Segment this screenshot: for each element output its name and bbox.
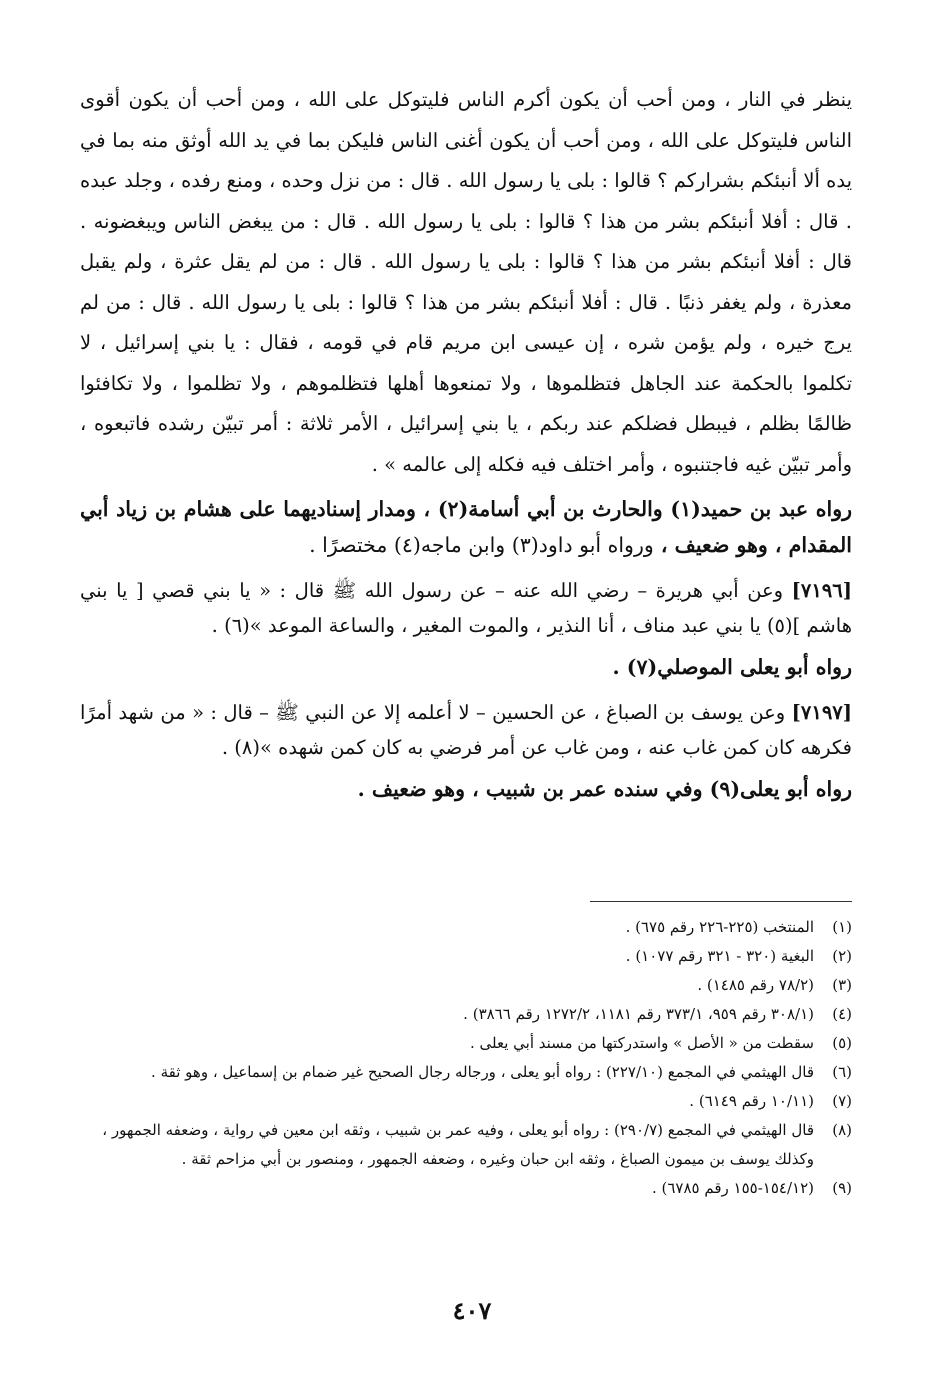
source-note-3: رواه أبو يعلى(٩) وفي سنده عمر بن شبيب ، وهو ضعيف . xyxy=(357,777,852,801)
footnote-text: قال الهيثمي في المجمع (٢٢٧/١٠) : رواه أبو يعلى ، ورجاله رجال الصحيح غير ضمام بن إسماعيل ، وهو ثقة . xyxy=(151,1063,814,1081)
footnote-text: المنتخب (٢٢٥-٢٢٦ رقم ٦٧٥) . xyxy=(625,918,814,936)
footnote-text: البغية (٣٢٠ - ٣٢١ رقم ١٠٧٧) . xyxy=(625,947,814,965)
footnote-text: (٣٠٨/١ رقم ٩٥٩، ٣٧٣/١ رقم ١١٨١، ١٢٧٢/٢ رقم ٣٨٦٦) . xyxy=(463,1005,814,1023)
footnote-number: (٣) xyxy=(832,976,852,994)
footnote-text: (١٠/١١ رقم ٦١٤٩) . xyxy=(689,1092,814,1110)
footnote-number: (٩) xyxy=(832,1179,852,1197)
footnote xyxy=(80,1116,852,1174)
footnote xyxy=(80,942,852,971)
source-note-1-bold: رواه عبد بن حميد(١) والحارث بن أبي أسامة(٢) ، ومدار إسناديهما على هشام بن زياد أبي المقدام ، وهو ضعيف ، xyxy=(80,497,852,557)
hadith-7197 xyxy=(80,695,852,765)
hadith-number: [٧١٩٦] xyxy=(791,579,852,602)
footnote-text: (٧٨/٢ رقم ١٤٨٥) . xyxy=(697,976,814,994)
footnote xyxy=(80,1000,852,1029)
footnote-text: (١٥٤/١٢-١٥٥ رقم ٦٧٨٥) . xyxy=(651,1179,814,1197)
hadith-text: وعن يوسف بن الصباغ ، عن الحسين – لا أعلمه إلا عن النبي ﷺ – قال : « من شهد أمرًا فكرهه كان كمن غاب عنه ، ومن غاب عن أمر فرضي به كان كمن شهده »(٨) . xyxy=(80,701,852,759)
main-text xyxy=(80,80,852,807)
footnote xyxy=(80,913,852,942)
footnote-number: (٨) xyxy=(832,1121,852,1139)
footnote xyxy=(80,1087,852,1116)
footnote xyxy=(80,1174,852,1203)
page-number: ٤٠٧ xyxy=(452,1296,492,1325)
hadith-continuation: ينظر في النار ، ومن أحب أن يكون أكرم الناس فليتوكل على الله ، ومن أحب أن يكون أقوى الناس فليتوكل على الله ، ومن أحب أن يكون أغنى الناس فليكن بما في يد الله أوثق منه بما في يده ألا أنبئكم بشراركم ؟ قالوا : بلى يا رسول الله . قال : من نزل وحده ، ومنع رفده ، وجلد عبده . قال : أفلا أنبئكم بشر من هذا ؟ قالوا : بلى يا رسول الله . قال : من يبغض الناس ويبغضونه . قال : أفلا أنبئكم بشر من هذا ؟ قالوا : بلى يا رسول الله . قال : من لم يقل عثرة ، ولم يقبل معذرة ، ولم يغفر ذنبًا . قال : أفلا أنبئكم بشر من هذا ؟ قالوا : بلى يا رسول الله . قال : من لم يرج خيره ، ولم يؤمن شره ، إن عيسى ابن مريم قام في قومه ، فقال : يا بني إسرائيل ، لا تكلموا بالحكمة عند الجاهل فتظلموها ، ولا تمنعوها أهلها فتظلموهم ، ولا تظلموا ، ولا تكافئوا ظالمًا بظلم ، فيبطل فضلكم عند ربكم ، يا بني إسرائيل ، الأمر ثلاثة : أمر تبيّن رشده فاتبعوه ، وأمر تبيّن غيه فاجتنبوه ، وأمر اختلف فيه فكله إلى عالمه » . xyxy=(80,88,852,476)
footnote xyxy=(80,1058,852,1087)
footnote-divider xyxy=(590,901,852,902)
footnote-number: (٥) xyxy=(832,1034,852,1052)
source-note-1 xyxy=(80,491,852,563)
hadith-text: وعن أبي هريرة – رضي الله عنه – عن رسول الله ﷺ قال : « يا بني قصي [ يا بني هاشم ](٥) يا بني عبد مناف ، أنا النذير ، والموت المغير ، والساعة الموعد »(٦) . xyxy=(80,579,852,637)
footnote-number: (٧) xyxy=(832,1092,852,1110)
footnotes xyxy=(80,913,852,1203)
footnote-number: (١) xyxy=(832,918,852,936)
source-note-1-rest: ورواه أبو داود(٣) وابن ماجه(٤) مختصرًا . xyxy=(309,533,654,557)
footnote xyxy=(80,971,852,1000)
hadith-number: [٧١٩٧] xyxy=(791,701,853,724)
footnote xyxy=(80,1029,852,1058)
hadith-7196 xyxy=(80,573,852,643)
footnote-number: (٤) xyxy=(832,1005,852,1023)
footnote-number: (٦) xyxy=(832,1063,852,1081)
footnote-text: قال الهيثمي في المجمع (٢٩٠/٧) : رواه أبو يعلى ، وفيه عمر بن شبيب ، وثقه ابن معين في رواية ، وضعفه الجمهور ، وكذلك يوسف بن ميمون الصباغ ، وثقه ابن حبان وغيره ، وضعفه الجمهور ، ومنصور بن أبي مزاحم ثقة . xyxy=(102,1121,814,1168)
source-note-2: رواه أبو يعلى الموصلي(٧) . xyxy=(612,655,852,679)
footnote-number: (٢) xyxy=(832,947,852,965)
footnote-text: سقطت من « الأصل » واستدركتها من مسند أبي يعلى . xyxy=(469,1034,814,1052)
